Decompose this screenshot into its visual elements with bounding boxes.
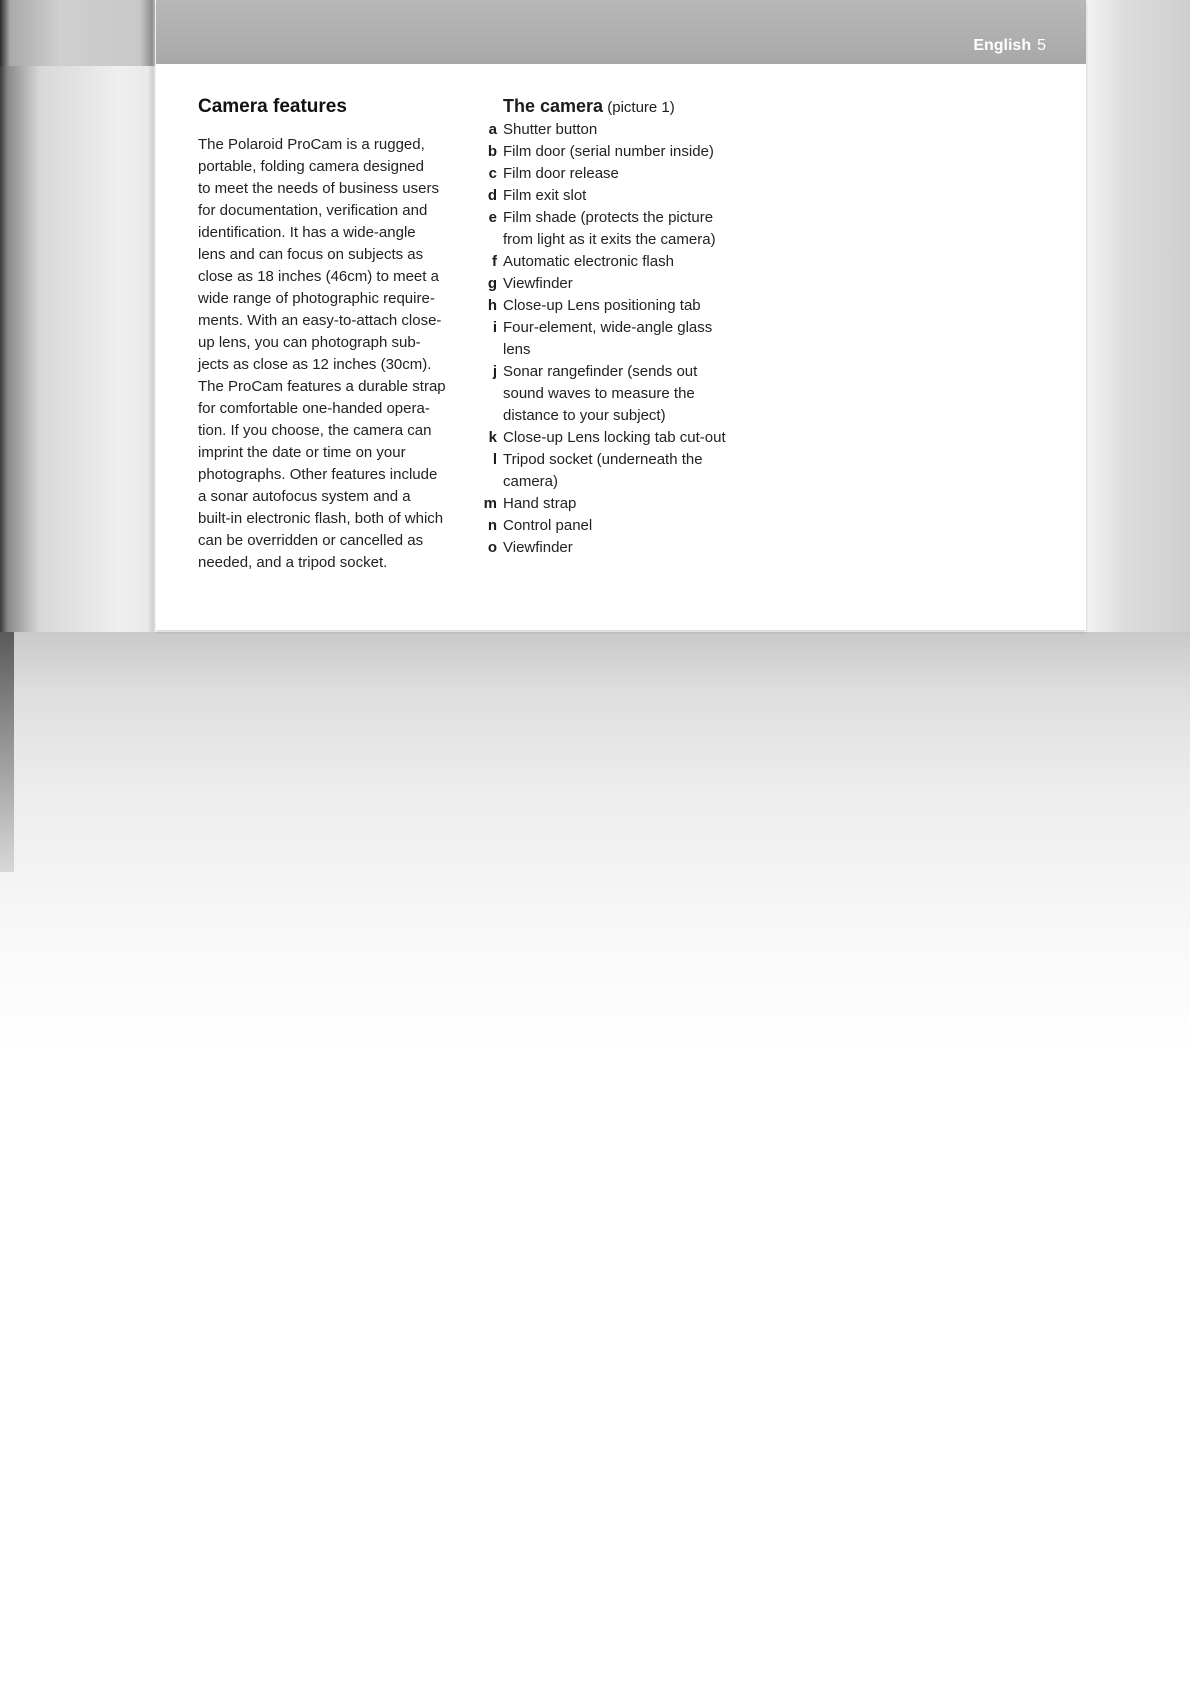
list-item-text: sound waves to measure the xyxy=(503,385,695,402)
list-item-text: Film door release xyxy=(503,165,619,182)
list-item xyxy=(480,493,780,515)
list-item-letter: a xyxy=(488,121,497,138)
list-item-text: Close-up Lens positioning tab xyxy=(503,297,701,314)
list-item-letter: c xyxy=(488,165,497,182)
body-text-line: jects as close as 12 inches (30cm). xyxy=(198,356,432,373)
page-header xyxy=(973,37,1046,55)
body-text-line: ments. With an easy-to-attach close- xyxy=(198,312,442,329)
list-item-text: Film exit slot xyxy=(503,187,587,204)
list-item-text: camera) xyxy=(503,473,559,490)
list-item-text: Sonar rangefinder (sends out xyxy=(503,363,698,380)
list-item-letter: m xyxy=(483,495,497,512)
camera-list-subtitle: (picture 1) xyxy=(607,99,675,116)
body-text-line: can be overridden or cancelled as xyxy=(198,532,424,549)
list-item-text: Automatic electronic flash xyxy=(503,253,674,270)
list-item-letter: d xyxy=(487,187,497,204)
section-title: Camera features xyxy=(198,96,347,117)
list-item-letter: k xyxy=(488,429,497,446)
list-item xyxy=(480,427,780,449)
list-item-text: from light as it exits the camera) xyxy=(503,231,716,248)
list-item-text: Film shade (protects the picture xyxy=(503,209,714,226)
scan-scanner-bed xyxy=(0,632,1190,1052)
list-item-letter: e xyxy=(488,209,497,226)
list-item xyxy=(480,141,780,163)
list-item xyxy=(480,273,780,295)
list-item-text: Film door (serial number inside) xyxy=(503,143,714,160)
list-item xyxy=(480,449,780,493)
body-text-line: close as 18 inches (46cm) to meet a xyxy=(198,268,439,285)
list-item-text: Viewfinder xyxy=(503,275,573,292)
list-item xyxy=(480,251,780,273)
list-item-text: Close-up Lens locking tab cut-out xyxy=(503,429,726,446)
body-text-line: a sonar autofocus system and a xyxy=(198,488,411,505)
manual-page xyxy=(156,0,1086,630)
camera-parts-list xyxy=(480,119,780,559)
scan-binding-edge-top xyxy=(0,0,155,66)
list-item-letter: l xyxy=(492,451,497,468)
list-item-letter: h xyxy=(487,297,497,314)
body-text-line: to meet the needs of business users xyxy=(198,180,439,197)
list-item-letter: i xyxy=(492,319,497,336)
list-item-text: Viewfinder xyxy=(503,539,573,556)
list-item xyxy=(480,295,780,317)
scan-right-shadow xyxy=(1086,0,1190,632)
body-text-line: built-in electronic flash, both of which xyxy=(198,510,444,527)
list-item-text: lens xyxy=(503,341,531,358)
camera-list-title: The camera xyxy=(503,96,604,116)
list-item xyxy=(480,317,780,361)
list-item-letter: g xyxy=(487,275,497,292)
body-text-line: identification. It has a wide-angle xyxy=(198,224,416,241)
body-text-line: portable, folding camera designed xyxy=(198,158,424,175)
body-text-line: imprint the date or time on your xyxy=(198,444,406,461)
list-item xyxy=(480,185,780,207)
body-text-line: needed, and a tripod socket. xyxy=(198,554,388,571)
page-number: 5 xyxy=(1037,37,1046,54)
body-text-line: for documentation, verification and xyxy=(198,202,428,219)
camera-list-heading xyxy=(480,95,780,119)
list-item-text: distance to your subject) xyxy=(503,407,666,424)
body-text-line: The ProCam features a durable strap xyxy=(198,378,446,395)
camera-features-section xyxy=(198,96,460,574)
body-text-line: for comfortable one-handed opera- xyxy=(198,400,430,417)
list-item-letter: j xyxy=(492,363,497,380)
list-item xyxy=(480,207,780,251)
scan-binding-edge xyxy=(0,0,155,632)
list-item-letter: n xyxy=(487,517,497,534)
section-body xyxy=(198,134,460,574)
list-item-text: Control panel xyxy=(503,517,593,534)
header-language: English xyxy=(973,37,1032,54)
body-text-line: The Polaroid ProCam is a rugged, xyxy=(198,136,425,153)
list-item xyxy=(480,537,780,559)
the-camera-section xyxy=(480,95,780,559)
list-item xyxy=(480,361,780,427)
body-text-line: up lens, you can photograph sub- xyxy=(198,334,421,351)
scan-lower-edge xyxy=(0,632,14,872)
list-item-letter: b xyxy=(487,143,497,160)
list-item xyxy=(480,119,780,141)
list-item xyxy=(480,515,780,537)
list-item-text: Tripod socket (underneath the xyxy=(503,451,703,468)
body-text-line: photographs. Other features include xyxy=(198,466,438,483)
body-text-line: wide range of photographic require- xyxy=(198,290,435,307)
list-item-text: Hand strap xyxy=(503,495,577,512)
list-item-letter: f xyxy=(492,253,497,270)
list-item-letter: o xyxy=(487,539,497,556)
body-text-line: tion. If you choose, the camera can xyxy=(198,422,432,439)
list-item xyxy=(480,163,780,185)
list-item-text: Shutter button xyxy=(503,121,598,138)
body-text-line: lens and can focus on subjects as xyxy=(198,246,424,263)
list-item-text: Four-element, wide-angle glass xyxy=(503,319,713,336)
header-band xyxy=(156,0,1086,64)
